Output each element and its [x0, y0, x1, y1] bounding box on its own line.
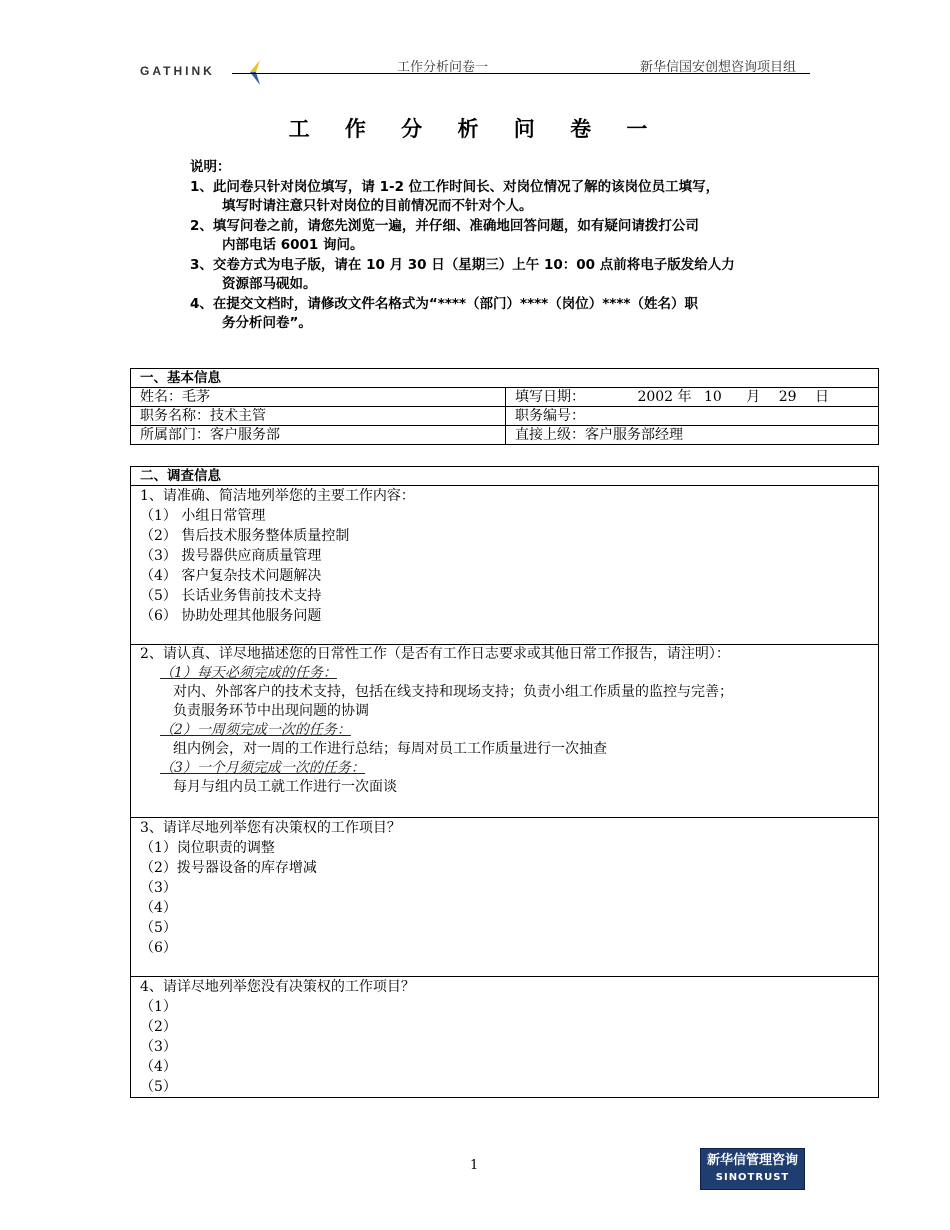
instruction-2: 2、填写问卷之前，请您先浏览一遍，并仔细、准确地回答问题，如有疑问请拨打公司	[190, 217, 699, 234]
q1-item: （5） 长话业务售前技术支持	[140, 588, 322, 604]
header-doc-title: 工作分析问卷一	[397, 60, 489, 75]
instructions-heading: 说明：	[190, 159, 231, 175]
q2-weekly-label: （2）一周须完成一次的任务：	[160, 722, 351, 738]
header-rule	[232, 73, 810, 74]
q2-weekly-line: 组内例会，对一周的工作进行总结；每周对员工工作质量进行一次抽查	[173, 741, 607, 757]
q1-item: （6） 协助处理其他服务问题	[140, 608, 322, 624]
q4-item: （4）	[140, 1059, 177, 1075]
date-day-value: 29	[778, 389, 797, 405]
q2-question: 2、请认真、详尽地描述您的日常性工作（是否有工作日志要求或其他日常工作报告，请注明）：	[140, 646, 730, 662]
gathink-logo: GATHINK	[140, 64, 215, 78]
q1-question: 1、请准确、简洁地列举您的主要工作内容：	[140, 488, 415, 504]
instruction-3-cont: 资源部马砚如。	[222, 276, 317, 292]
date-month-value: 10	[704, 389, 722, 405]
q3-item: （1）岗位职责的调整	[140, 840, 275, 856]
sinotrust-logo	[700, 1148, 805, 1190]
q4-item: （5）	[140, 1079, 177, 1095]
q2-daily-label: （1）每天必须完成的任务：	[160, 665, 337, 681]
date-field[interactable]	[506, 388, 879, 407]
brand-chinese: 新华信管理咨询	[706, 1153, 798, 1168]
basic-info-heading: 一、基本信息	[131, 369, 879, 388]
q2-monthly-line: 每月与组内员工就工作进行一次面谈	[173, 779, 397, 795]
q3-question: 3、请详尽地列举您有决策权的工作项目？	[140, 820, 401, 836]
q4-item: （3）	[140, 1039, 177, 1055]
q3-item: （5）	[140, 920, 177, 936]
date-label: 填写日期：	[515, 389, 585, 405]
q4-question: 4、请详尽地列举您没有决策权的工作项目？	[140, 979, 415, 995]
q1-item: （4） 客户复杂技术问题解决	[140, 568, 322, 584]
q2-monthly-label: （3）一个月须完成一次的任务：	[160, 760, 365, 776]
logo-arrow-icon	[248, 58, 264, 86]
instruction-1-cont: 填写时请注意只针对岗位的目前情况而不针对个人。	[222, 198, 533, 214]
survey-table	[130, 466, 879, 1098]
q4-cell[interactable]	[131, 977, 879, 1098]
header-project-group: 新华信国安创想咨询项目组	[640, 60, 797, 75]
position-number-field[interactable]: 职务编号：	[506, 407, 879, 426]
superior-field[interactable]: 直接上级：客户服务部经理	[506, 426, 879, 445]
q3-cell[interactable]	[131, 818, 879, 977]
q3-item: （6）	[140, 940, 177, 956]
instruction-3: 3、交卷方式为电子版，请在 10 月 30 日（星期三）上午 10：00 点前将电子版发给人力	[190, 256, 735, 273]
brand-english: SINOTRUST	[715, 1172, 790, 1183]
instruction-2-cont: 内部电话 6001 询问。	[222, 237, 364, 253]
q3-item: （3）	[140, 880, 177, 896]
q1-cell[interactable]	[131, 486, 879, 645]
q3-item: （4）	[140, 900, 177, 916]
position-field[interactable]: 职务名称：技术主管	[131, 407, 506, 426]
instruction-1: 1、此问卷只针对岗位填写，请 1-2 位工作时间长、对岗位情况了解的该岗位员工填写，	[190, 178, 720, 195]
instructions	[190, 158, 830, 334]
page-title: 工 作 分 析 问 卷 一	[288, 117, 662, 141]
date-month-label: 月	[746, 389, 761, 405]
q4-item: （1）	[140, 999, 177, 1015]
q2-daily-line: 对内、外部客户的技术支持，包括在线支持和现场支持；负责小组工作质量的监控与完善；	[173, 684, 733, 700]
department-field[interactable]: 所属部门：客户服务部	[131, 426, 506, 445]
q4-item: （2）	[140, 1019, 177, 1035]
q1-item: （1） 小组日常管理	[140, 508, 266, 524]
q3-item: （2）拨号器设备的库存增减	[140, 860, 317, 876]
q1-item: （3） 拨号器供应商质量管理	[140, 548, 322, 564]
date-year: 2002 年	[637, 389, 692, 405]
instruction-4: 4、在提交文档时，请修改文件名格式为“****（部门）****（岗位）****（姓名）职	[190, 295, 698, 312]
q1-item: （2） 售后技术服务整体质量控制	[140, 528, 350, 544]
q2-cell[interactable]	[131, 645, 879, 818]
page-number: 1	[470, 1158, 479, 1173]
q2-daily-line: 负责服务环节中出现问题的协调	[173, 703, 369, 719]
date-day-label: 日	[815, 389, 830, 405]
basic-info-table	[130, 368, 879, 445]
instruction-4-cont: 务分析问卷”。	[222, 315, 312, 331]
name-field[interactable]: 姓名：毛茅	[131, 388, 506, 407]
survey-heading: 二、调查信息	[131, 467, 879, 486]
